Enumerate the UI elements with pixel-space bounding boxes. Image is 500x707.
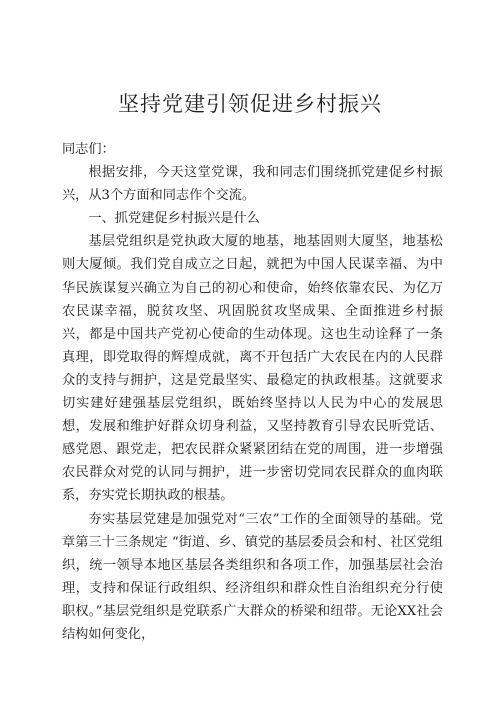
document-title: 坚持党建引领促进乡村振兴 <box>118 92 382 116</box>
paragraph: 基层党组织是党执政大厦的地基，地基固则大厦坚，地基松则大厦倾。我们党自成立之日起，就把为中国人民谋幸福、为中华民族谋复兴确立为自己的初心和使命，始终依靠农民、为亿万农民谋幸福，脱贫攻坚、巩固脱贫攻坚成果、全面推进乡村振兴，都是中国共产党初心使命的生动体现。这也生动诠释了一条真理，即党取得的辉煌成就，离不开包括广大农民在内的人民群众的支持与拥护，这是党最坚实、最稳定的执政根基。这就要求切实建好建强基层党组织，既始终坚持以人民为中心的发展思想，发展和维护好群众切身利益，又坚持教育引导农民听党话、感党恩、跟党走，把农民群众紧紧团结在党的周围，进一步增强农民群众对党的认同与拥护，进一步密切党同农民群众的血肉联系，夯实党长期执政的根基。 <box>62 234 443 504</box>
section-heading: 一、抓党建促乡村振兴是什么 <box>88 211 260 227</box>
document-body <box>62 138 443 646</box>
greeting: 同志们： <box>62 142 115 157</box>
paragraph: 夯实基层党建是加强党对“三农”工作的全面领导的基础。党章第三十三条规定 “街道、乡、镇党的基层委员会和村、社区党组织，统一领导本地区基层各类组织和各项工作，加强基层社会治理，支持和保证行政组织、经济组织和群众性自治组织充分行使职权。”基层党组织是党联系广大群众的桥梁和纽带。无论XX社会结构如何变化， <box>62 511 443 642</box>
paragraph: 根据安排，今天这堂党课，我和同志们围绕抓党建促乡村振兴，从3个方面和同志作个交流。 <box>62 165 443 204</box>
